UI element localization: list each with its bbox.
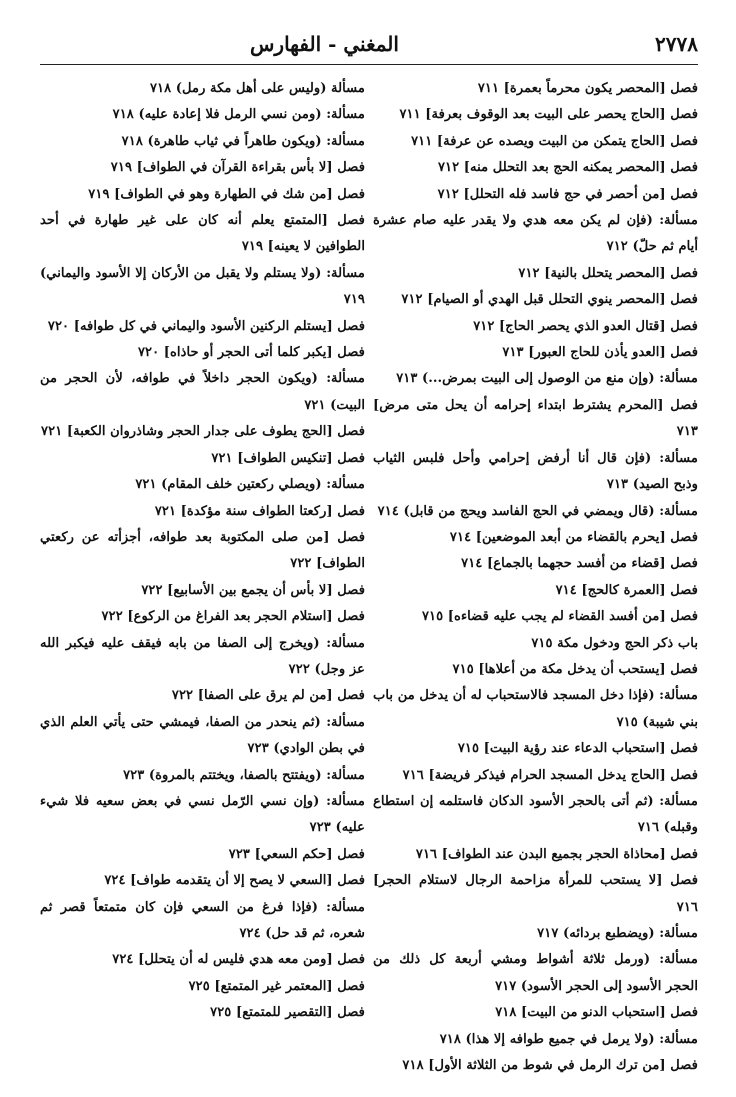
index-entry: فصل [استحباب الدعاء عند رؤية البيت] ٧١٥ (457, 741, 698, 757)
index-entry: فصل [ومن معه هدي فليس له أن يتحلل] ٧٢٤ (112, 952, 365, 968)
index-entry: فصل [المحصر يكون محرماً بعمرة] ٧١١ (477, 81, 698, 96)
index-entry: فصل [تنكيس الطواف] ٧٢١ (211, 450, 365, 466)
index-entry: مسألة: (فإن قال أنا أرفض إحرامي وأحل فلبس الثياب وذبح الصيد) ٧١٣ (373, 450, 698, 493)
index-entry: فصل [حكم السعي] ٧٢٣ (228, 846, 365, 862)
page-number: ٢٧٧٨ (655, 32, 698, 56)
index-entry: فصل [لا بأس بقراءة القرآن في الطواف] ٧١٩ (110, 160, 365, 176)
index-entry: فصل [يستلم الركنين الأسود واليماني في كل طوافه] ٧٢٠ (47, 318, 365, 334)
index-entry: فصل [الحاج يدخل المسجد الحرام فيذكر فريضة] ٧١٦ (402, 767, 698, 783)
index-entry: مسألة: (ومن نسي الرمل فلا إعادة عليه) ٧١٨ (112, 107, 365, 123)
page-header (40, 30, 698, 65)
index-entry: فصل [ركعتا الطواف سنة مؤكدة] ٧٢١ (154, 503, 365, 519)
index-entry: مسألة: (وإن منع من الوصول إلى البيت بمرض...) ٧١٣ (396, 371, 698, 387)
index-entry: مسألة: (ويضطبع بردائه) ٧١٧ (537, 926, 698, 941)
index-entry: مسألة: (ثم أتى بالحجر الأسود الدكان فاستلمه إن استطاع وقبله) ٧١٦ (373, 793, 698, 836)
index-entry: فصل [المحصر يتحلل بالنية] ٧١٢ (518, 265, 698, 281)
index-entry: فصل [من أفسد القضاء لم يجب عليه قضاءه] ٧١٥ (421, 609, 698, 625)
index-entry: مسألة: (فإن لم يكن معه هدي ولا يقدر عليه صام عشرة أيام ثم حلّ) ٧١٢ (373, 213, 698, 255)
index-entry: فصل [من لم يرق على الصفا] ٧٢٢ (171, 688, 365, 704)
index-entry: فصل [محاذاة الحجر بجميع البدن عند الطواف] ٧١٦ (415, 846, 698, 862)
index-entry: فصل [العمرة كالحج] ٧١٤ (555, 582, 698, 598)
index-entry: مسألة: (ثم ينحدر من الصفا، فيمشي حتى يأتي العلم الذي في بطن الوادي) ٧٢٣ (40, 714, 365, 757)
index-entry: مسألة: (ويكون طاهراً في ثياب طاهرة) ٧١٨ (121, 133, 365, 149)
index-entry: فصل [التقصير للمتمتع] ٧٢٥ (210, 1005, 365, 1021)
index-entry: فصل [لا بأس أن يجمع بين الأسابيع] ٧٢٢ (141, 582, 365, 598)
index-entry: فصل [من أحصر في حج فاسد فله التحلل] ٧١٢ (437, 186, 698, 202)
index-entry: مسألة (وليس على أهل مكة رمل) ٧١٨ (149, 81, 365, 96)
index-entry: فصل [قتال العدو الذي يحصر الحاج] ٧١٢ (473, 318, 698, 334)
index-entry: فصل [من شك في الطهارة وهو في الطواف] ٧١٩ (88, 186, 365, 202)
index-entry: مسألة: (فإذا دخل المسجد فالاستحباب له أن يدخل من باب بني شيبة) ٧١٥ (373, 688, 698, 730)
index-entry: فصل [الحاج يحصر على البيت بعد الوقوف بعرفة] ٧١١ (399, 107, 698, 123)
index-entry: فصل [من ترك الرمل في شوط من الثلاثة الأول] ٧١٨ (402, 1058, 698, 1074)
index-entry: مسألة: (ويكون الحجر داخلاً في طوافه، لأن الحجر من البيت) ٧٢١ (40, 371, 365, 413)
index-entry: فصل [المعتمر غير المتمتع] ٧٢٥ (188, 978, 365, 994)
index-entry: فصل [المتمتع يعلم أنه كان على غير طهارة في أحد الطوافين لا يعينه] ٧١٩ (40, 213, 365, 255)
index-entry: مسألة: (ويصلي ركعتين خلف المقام) ٧٢١ (135, 477, 365, 493)
index-entry: مسألة: (ويخرج إلى الصفا من بابه فيقف عليه فيكبر الله عز وجل) ٧٢٢ (40, 635, 365, 677)
index-entry: فصل [الحج يطوف على جدار الحجر وشاذروان الكعبة] ٧٢١ (41, 424, 365, 440)
index-entry: باب ذكر الحج ودخول مكة ٧١٥ (531, 635, 698, 651)
index-entry: مسألة: (قال ويمضي في الحج الفاسد ويحج من قابل) ٧١٤ (377, 503, 698, 519)
index-entry: مسألة: (ويفتتح بالصفا، ويختتم بالمروة) ٧٢٣ (123, 767, 365, 783)
index-column-left (40, 76, 365, 1027)
index-column-right (373, 76, 698, 1079)
index-entry: فصل [استحباب الدنو من البيت] ٧١٨ (495, 1005, 698, 1021)
index-entry: مسألة: (فإذا فرغ من السعي فإن كان متمتعاً قصر ثم شعره، ثم قد حل) ٧٢٤ (40, 899, 365, 941)
running-title: المغني - الفهارس (250, 32, 399, 56)
index-entry: فصل [العدو يأذن للحاج العبور] ٧١٣ (502, 345, 698, 361)
index-entry: فصل [لا يستحب للمرأة مزاحمة الرجال لاستلام الحجر] ٧١٦ (373, 873, 698, 915)
index-entry: فصل [يستحب أن يدخل مكة من أعلاها] ٧١٥ (452, 661, 698, 677)
index-entry: فصل [يكبر كلما أتى الحجر أو حاذاه] ٧٢٠ (137, 345, 365, 361)
index-entry: فصل [المحصر يمكنه الحج بعد التحلل منه] ٧١٢ (437, 160, 698, 176)
index-entry: فصل [الحاج يتمكن من البيت ويصده عن عرفة] ٧١١ (411, 133, 698, 149)
index-entry: فصل [المحرم يشترط ابتداء إحرامه أن يحل متى مرض] ٧١٣ (373, 397, 698, 440)
index-entry: فصل [يحرم بالقضاء من أبعد الموضعين] ٧١٤ (449, 529, 698, 545)
index-entry: فصل [من صلى المكتوبة بعد طوافه، أجزأته عن ركعتي الطواف] ٧٢٢ (40, 529, 365, 572)
index-entry: مسألة: (ولا يرمل في جميع طوافه إلا هذا) ٧١٨ (439, 1031, 698, 1047)
index-entry: فصل [المحصر ينوي التحلل قبل الهدي أو الصيام] ٧١٢ (401, 292, 698, 308)
index-entry: فصل [استلام الحجر بعد الفراغ من الركوع] ٧٢٢ (101, 609, 365, 625)
index-entry: فصل [قضاء من أفسد حجهما بالجماع] ٧١٤ (461, 556, 698, 572)
index-entry: فصل [السعي لا يصح إلا أن يتقدمه طواف] ٧٢٤ (104, 873, 365, 889)
index-entry: مسألة: (وإن نسي الرّمل نسي في بعض سعيه فلا شيء عليه) ٧٢٣ (40, 793, 365, 836)
index-entry: مسألة: (ولا يستلم ولا يقبل من الأركان إلا الأسود واليماني) ٧١٩ (40, 265, 365, 308)
index-entry: مسألة: (ورمل ثلاثة أشواط ومشي أربعة كل ذلك من الحجر الأسود إلى الحجر الأسود) ٧١٧ (373, 952, 698, 994)
